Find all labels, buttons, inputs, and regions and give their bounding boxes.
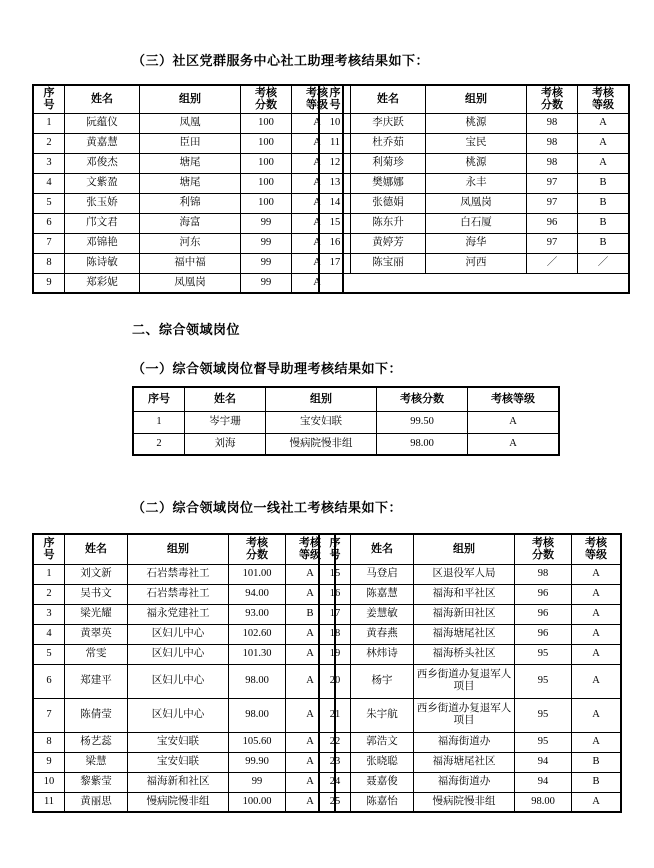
cell-index: 4 [33,624,65,644]
cell-grade: B [572,772,622,792]
cell-index: 21 [319,698,351,732]
cell-name: 聂嘉俊 [351,772,414,792]
cell-name: 刘海 [185,433,266,455]
cell-name: 朱宇航 [351,698,414,732]
cell-group: 利锦 [140,193,241,213]
table-row [319,624,621,644]
table-row [319,133,629,153]
table-row [33,113,343,133]
cell-grade: A [286,792,336,812]
column-header-grade: 考核 等级 [578,85,630,113]
cell-index: 12 [319,153,351,173]
cell-score: 102.60 [229,624,286,644]
column-header-grade: 考核等级 [468,387,560,411]
table-row [33,584,335,604]
section-heading-frontline-worker: （二）综合领域岗位一线社工考核结果如下： [132,500,403,515]
cell-grade: A [292,133,344,153]
cell-group: 西乡街道办复退军人项目 [414,698,515,732]
cell-name: 梁慧 [65,752,128,772]
table-row [319,564,621,584]
cell-score: 94 [515,772,572,792]
cell-index: 8 [33,732,65,752]
cell-group: 区退役军人局 [414,564,515,584]
cell-score: 95 [515,644,572,664]
cell-group: 臣田 [140,133,241,153]
cell-score: 98 [527,133,578,153]
cell-group: 福海塘尾社区 [414,624,515,644]
cell-index: 15 [319,213,351,233]
column-header-group: 组别 [140,85,241,113]
cell-index: 2 [33,133,65,153]
cell-index: 16 [319,584,351,604]
table-row [33,133,343,153]
cell-grade: A [292,113,344,133]
table-row [33,233,343,253]
table-row [133,433,559,455]
column-header-grade: 考核 等级 [572,534,622,564]
cell-blank [426,273,527,293]
section-heading-supervisor-assistant: （一）综合领域岗位督导助理考核结果如下： [132,361,403,376]
cell-index: 4 [33,173,65,193]
cell-index: 22 [319,732,351,752]
table-header-row [133,387,559,411]
cell-score: 100.00 [229,792,286,812]
cell-name: 刘文新 [65,564,128,584]
cell-grade: B [578,173,630,193]
cell-name: 杨艺蕊 [65,732,128,752]
table-header-row [319,534,621,564]
cell-group: 区妇儿中心 [128,624,229,644]
cell-grade: A [286,644,336,664]
cell-name: 陈诗敏 [65,253,140,273]
cell-group: 白石厦 [426,213,527,233]
table-supervisor-assistant [132,386,560,456]
column-header-group: 组别 [128,534,229,564]
cell-index: 5 [33,644,65,664]
cell-group: 桃源 [426,153,527,173]
cell-score: 95 [515,698,572,732]
cell-name: 马登启 [351,564,414,584]
cell-score: 101.30 [229,644,286,664]
cell-index: 11 [33,792,65,812]
cell-score: 105.60 [229,732,286,752]
section-heading-comprehensive-positions: 二、综合领域岗位 [132,322,241,337]
table-row [319,604,621,624]
table-row [33,698,335,732]
column-header-name: 姓名 [65,85,140,113]
table-row [319,644,621,664]
table-row [319,253,629,273]
table-row [319,153,629,173]
column-header-score: 考核分数 [377,387,468,411]
cell-name: 梁光耀 [65,604,128,624]
cell-group: 河西 [426,253,527,273]
table-frontline-worker-left [32,533,336,813]
table-row [319,698,621,732]
cell-group: 福海新和社区 [128,772,229,792]
cell-group: 河东 [140,233,241,253]
cell-group: 宝安妇联 [266,411,377,433]
cell-group: 慢病院慢非组 [128,792,229,812]
cell-grade: B [578,193,630,213]
cell-index: 18 [319,624,351,644]
section-heading-community-worker-assistant: （三）社区党群服务中心社工助理考核结果如下： [132,53,430,68]
cell-name: 阮蕴仪 [65,113,140,133]
cell-index: 1 [133,411,185,433]
cell-group: 福海街道办 [414,732,515,752]
cell-name: 李庆跃 [351,113,426,133]
cell-name: 张德娟 [351,193,426,213]
column-header-name: 姓名 [185,387,266,411]
cell-index: 19 [319,644,351,664]
table-row [33,752,335,772]
column-header-name: 姓名 [351,85,426,113]
cell-group: 永丰 [426,173,527,193]
table-row [33,273,343,293]
column-header-score: 考核 分数 [527,85,578,113]
cell-name: 林炜诗 [351,644,414,664]
table-row [33,604,335,624]
cell-group: 福中福 [140,253,241,273]
cell-group: 区妇儿中心 [128,644,229,664]
cell-grade: A [292,193,344,213]
cell-name: 陈东升 [351,213,426,233]
cell-index: 9 [33,752,65,772]
cell-group: 慢病院慢非组 [266,433,377,455]
cell-name: 张玉娇 [65,193,140,213]
cell-grade: A [468,411,560,433]
cell-score: 98.00 [229,664,286,698]
cell-index: 3 [33,604,65,624]
cell-group: 福永党建社工 [128,604,229,624]
cell-group: 凤凰岗 [140,273,241,293]
cell-grade: A [572,644,622,664]
cell-name: 黄婷芳 [351,233,426,253]
cell-name: 陈嘉慧 [351,584,414,604]
cell-score: 98.00 [229,698,286,732]
column-header-index: 序 号 [319,85,351,113]
column-header-name: 姓名 [351,534,414,564]
cell-grade: A [468,433,560,455]
cell-group: 海富 [140,213,241,233]
cell-name: 邓俊杰 [65,153,140,173]
cell-name: 黄春燕 [351,624,414,644]
cell-score: 99.50 [377,411,468,433]
cell-score: 96 [515,604,572,624]
cell-grade: A [286,584,336,604]
cell-score: 100 [241,193,292,213]
cell-name: 黎紫莹 [65,772,128,792]
cell-group: 石岩禁毒社工 [128,564,229,584]
cell-score: 96 [527,213,578,233]
table-community-assistant-left [32,84,344,294]
table-row [319,584,621,604]
cell-score: 100 [241,153,292,173]
cell-grade: ／ [578,253,630,273]
table-row [319,732,621,752]
cell-score: 99 [229,772,286,792]
cell-grade: A [292,273,344,293]
cell-score: 99 [241,273,292,293]
table-row [319,664,621,698]
cell-score: 97 [527,233,578,253]
cell-index: 8 [33,253,65,273]
cell-grade: A [292,153,344,173]
cell-score: 99 [241,233,292,253]
cell-index: 9 [33,273,65,293]
cell-score: 101.00 [229,564,286,584]
cell-group: 福海和平社区 [414,584,515,604]
cell-index: 23 [319,752,351,772]
cell-name: 黄翠英 [65,624,128,644]
cell-index: 20 [319,664,351,698]
column-header-index: 序号 [133,387,185,411]
table-header-row [319,85,629,113]
table-row [133,411,559,433]
cell-index: 24 [319,772,351,792]
cell-group: 区妇儿中心 [128,698,229,732]
cell-index: 7 [33,698,65,732]
cell-name: 陈宝丽 [351,253,426,273]
column-header-index: 序 号 [33,85,65,113]
cell-score: 98.00 [377,433,468,455]
cell-group: 福海桥头社区 [414,644,515,664]
cell-index: 13 [319,173,351,193]
column-header-grade: 考核 等级 [286,534,336,564]
cell-name: 文紫盈 [65,173,140,193]
cell-grade: A [286,732,336,752]
cell-score: 99.90 [229,752,286,772]
cell-grade: A [572,664,622,698]
cell-grade: A [572,732,622,752]
cell-group: 宝安妇联 [128,752,229,772]
cell-index: 25 [319,792,351,812]
cell-index: 6 [33,213,65,233]
table-row [33,792,335,812]
cell-group: 塘尾 [140,153,241,173]
cell-name: 陈倩莹 [65,698,128,732]
cell-score: 97 [527,193,578,213]
cell-index: 3 [33,153,65,173]
cell-index: 1 [33,113,65,133]
cell-grade: A [578,153,630,173]
cell-index: 10 [33,772,65,792]
column-header-group: 组别 [414,534,515,564]
table-row [33,772,335,792]
table-row [319,792,621,812]
cell-group: 塘尾 [140,173,241,193]
cell-index: 10 [319,113,351,133]
cell-blank [527,273,578,293]
table-row [319,113,629,133]
table-row [33,732,335,752]
column-header-group: 组别 [266,387,377,411]
cell-grade: A [286,624,336,644]
column-header-group: 组别 [426,85,527,113]
cell-group: 西乡街道办复退军人项目 [414,664,515,698]
cell-grade: A [292,253,344,273]
table-row [319,173,629,193]
column-header-score: 考核 分数 [515,534,572,564]
column-header-index: 序 号 [33,534,65,564]
cell-grade: A [286,772,336,792]
cell-index: 14 [319,193,351,213]
table-row [33,644,335,664]
table-row [33,193,343,213]
column-header-index: 序 号 [319,534,351,564]
table-frontline-worker-right [318,533,622,813]
cell-grade: A [292,173,344,193]
cell-grade: A [292,213,344,233]
cell-name: 常雯 [65,644,128,664]
cell-group: 福海街道办 [414,772,515,792]
table-row [33,213,343,233]
table-community-assistant-right [318,84,630,294]
cell-grade: A [286,564,336,584]
cell-grade: A [572,584,622,604]
table-row [33,624,335,644]
cell-score: 98 [527,153,578,173]
cell-name: 郑彩妮 [65,273,140,293]
table-row [319,772,621,792]
cell-grade: B [578,233,630,253]
cell-name: 黄丽思 [65,792,128,812]
cell-index: 11 [319,133,351,153]
cell-index: 1 [33,564,65,584]
cell-score: 98 [527,113,578,133]
cell-name: 邓锦艳 [65,233,140,253]
table-row [33,153,343,173]
table-header-row [33,534,335,564]
cell-score: 96 [515,584,572,604]
table-row [33,173,343,193]
cell-name: 郭浩文 [351,732,414,752]
cell-grade: A [572,792,622,812]
cell-name: 陈嘉怡 [351,792,414,812]
cell-group: 海华 [426,233,527,253]
cell-grade: A [292,233,344,253]
cell-score: 100 [241,113,292,133]
cell-grade: B [578,213,630,233]
column-header-score: 考核 分数 [229,534,286,564]
cell-index: 15 [319,564,351,584]
cell-name: 张晓聪 [351,752,414,772]
cell-score: 99 [241,213,292,233]
cell-score: 98 [515,564,572,584]
cell-score: 95 [515,664,572,698]
cell-score: 100 [241,173,292,193]
cell-name: 黄嘉慧 [65,133,140,153]
cell-index: 7 [33,233,65,253]
cell-score: 96 [515,624,572,644]
cell-score: 100 [241,133,292,153]
column-header-grade: 考核 等级 [292,85,344,113]
cell-name: 郑建平 [65,664,128,698]
cell-score: 97 [527,173,578,193]
cell-grade: A [578,133,630,153]
cell-score: 93.00 [229,604,286,624]
table-row [319,752,621,772]
column-header-name: 姓名 [65,534,128,564]
cell-grade: A [572,604,622,624]
cell-index: 17 [319,253,351,273]
cell-name: 利菊珍 [351,153,426,173]
cell-group: 慢病院慢非组 [414,792,515,812]
cell-score: 94 [515,752,572,772]
cell-group: 桃源 [426,113,527,133]
cell-blank [578,273,630,293]
table-row [33,253,343,273]
cell-index: 2 [133,433,185,455]
cell-score: ／ [527,253,578,273]
cell-name: 邝文君 [65,213,140,233]
cell-group: 区妇儿中心 [128,664,229,698]
cell-blank [351,273,426,293]
cell-blank [319,273,351,293]
cell-group: 福海塘尾社区 [414,752,515,772]
cell-group: 宝安妇联 [128,732,229,752]
cell-grade: A [572,624,622,644]
cell-grade: A [286,664,336,698]
column-header-score: 考核 分数 [241,85,292,113]
cell-index: 17 [319,604,351,624]
cell-grade: A [572,698,622,732]
cell-group: 凤凰 [140,113,241,133]
cell-index: 16 [319,233,351,253]
cell-group: 石岩禁毒社工 [128,584,229,604]
cell-score: 94.00 [229,584,286,604]
cell-group: 凤凰岗 [426,193,527,213]
cell-name: 樊娜娜 [351,173,426,193]
table-row [319,193,629,213]
table-row [33,664,335,698]
cell-name: 岑宇珊 [185,411,266,433]
cell-grade: B [286,604,336,624]
cell-score: 98.00 [515,792,572,812]
cell-grade: A [572,564,622,584]
table-row [33,564,335,584]
cell-group: 福海新田社区 [414,604,515,624]
cell-index: 5 [33,193,65,213]
table-row [319,213,629,233]
cell-grade: B [572,752,622,772]
cell-index: 2 [33,584,65,604]
cell-grade: A [286,752,336,772]
cell-name: 杜乔茹 [351,133,426,153]
cell-name: 吴书文 [65,584,128,604]
cell-grade: A [578,113,630,133]
cell-group: 宝民 [426,133,527,153]
cell-name: 杨宇 [351,664,414,698]
cell-index: 6 [33,664,65,698]
table-row-filler [319,273,629,293]
cell-score: 95 [515,732,572,752]
cell-name: 姜慧敏 [351,604,414,624]
table-row [319,233,629,253]
table-header-row [33,85,343,113]
cell-score: 99 [241,253,292,273]
cell-grade: A [286,698,336,732]
